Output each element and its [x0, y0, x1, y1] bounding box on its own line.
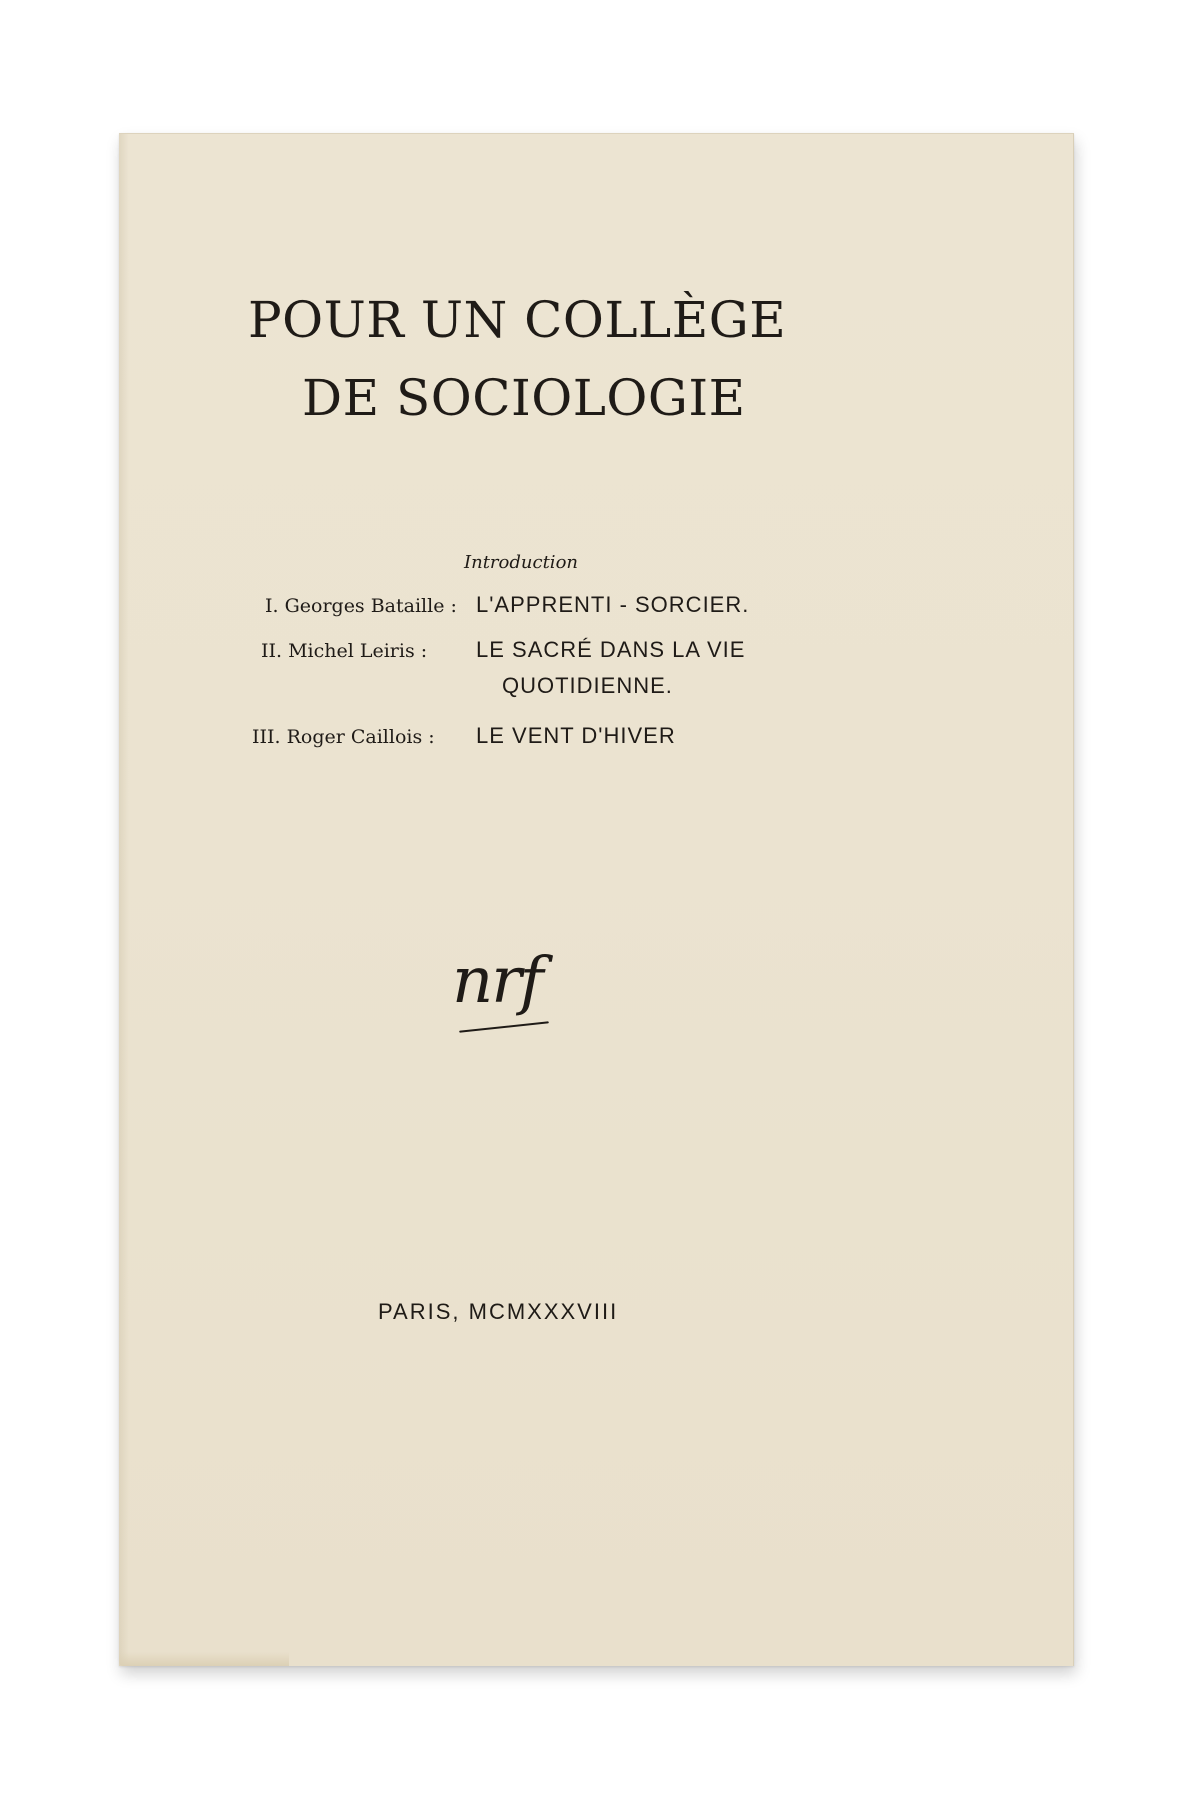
toc-title-2-continued: QUOTIDIENNE.	[502, 673, 673, 698]
imprint: PARIS, MCMXXXVIII	[378, 1299, 619, 1324]
toc-title-3: LE VENT D'HIVER	[476, 723, 676, 748]
toc-author-3: III. Roger Caillois :	[252, 726, 435, 748]
toc-title-2: LE SACRÉ DANS LA VIE	[476, 637, 746, 662]
title-line-2: DE SOCIOLOGIE	[302, 369, 746, 427]
book-cover	[119, 133, 1074, 1666]
toc-author-1: I. Georges Bataille :	[265, 595, 457, 617]
toc-title-1: L'APPRENTI - SORCIER.	[476, 592, 750, 617]
introduction-label: Introduction	[464, 552, 578, 573]
nrf-logo: nrf	[452, 944, 542, 1018]
title-line-1: POUR UN COLLÈGE	[248, 291, 787, 349]
toc-author-2: II. Michel Leiris :	[261, 640, 428, 662]
worn-edge	[119, 1652, 289, 1666]
nrf-logo-swash	[459, 1021, 549, 1032]
